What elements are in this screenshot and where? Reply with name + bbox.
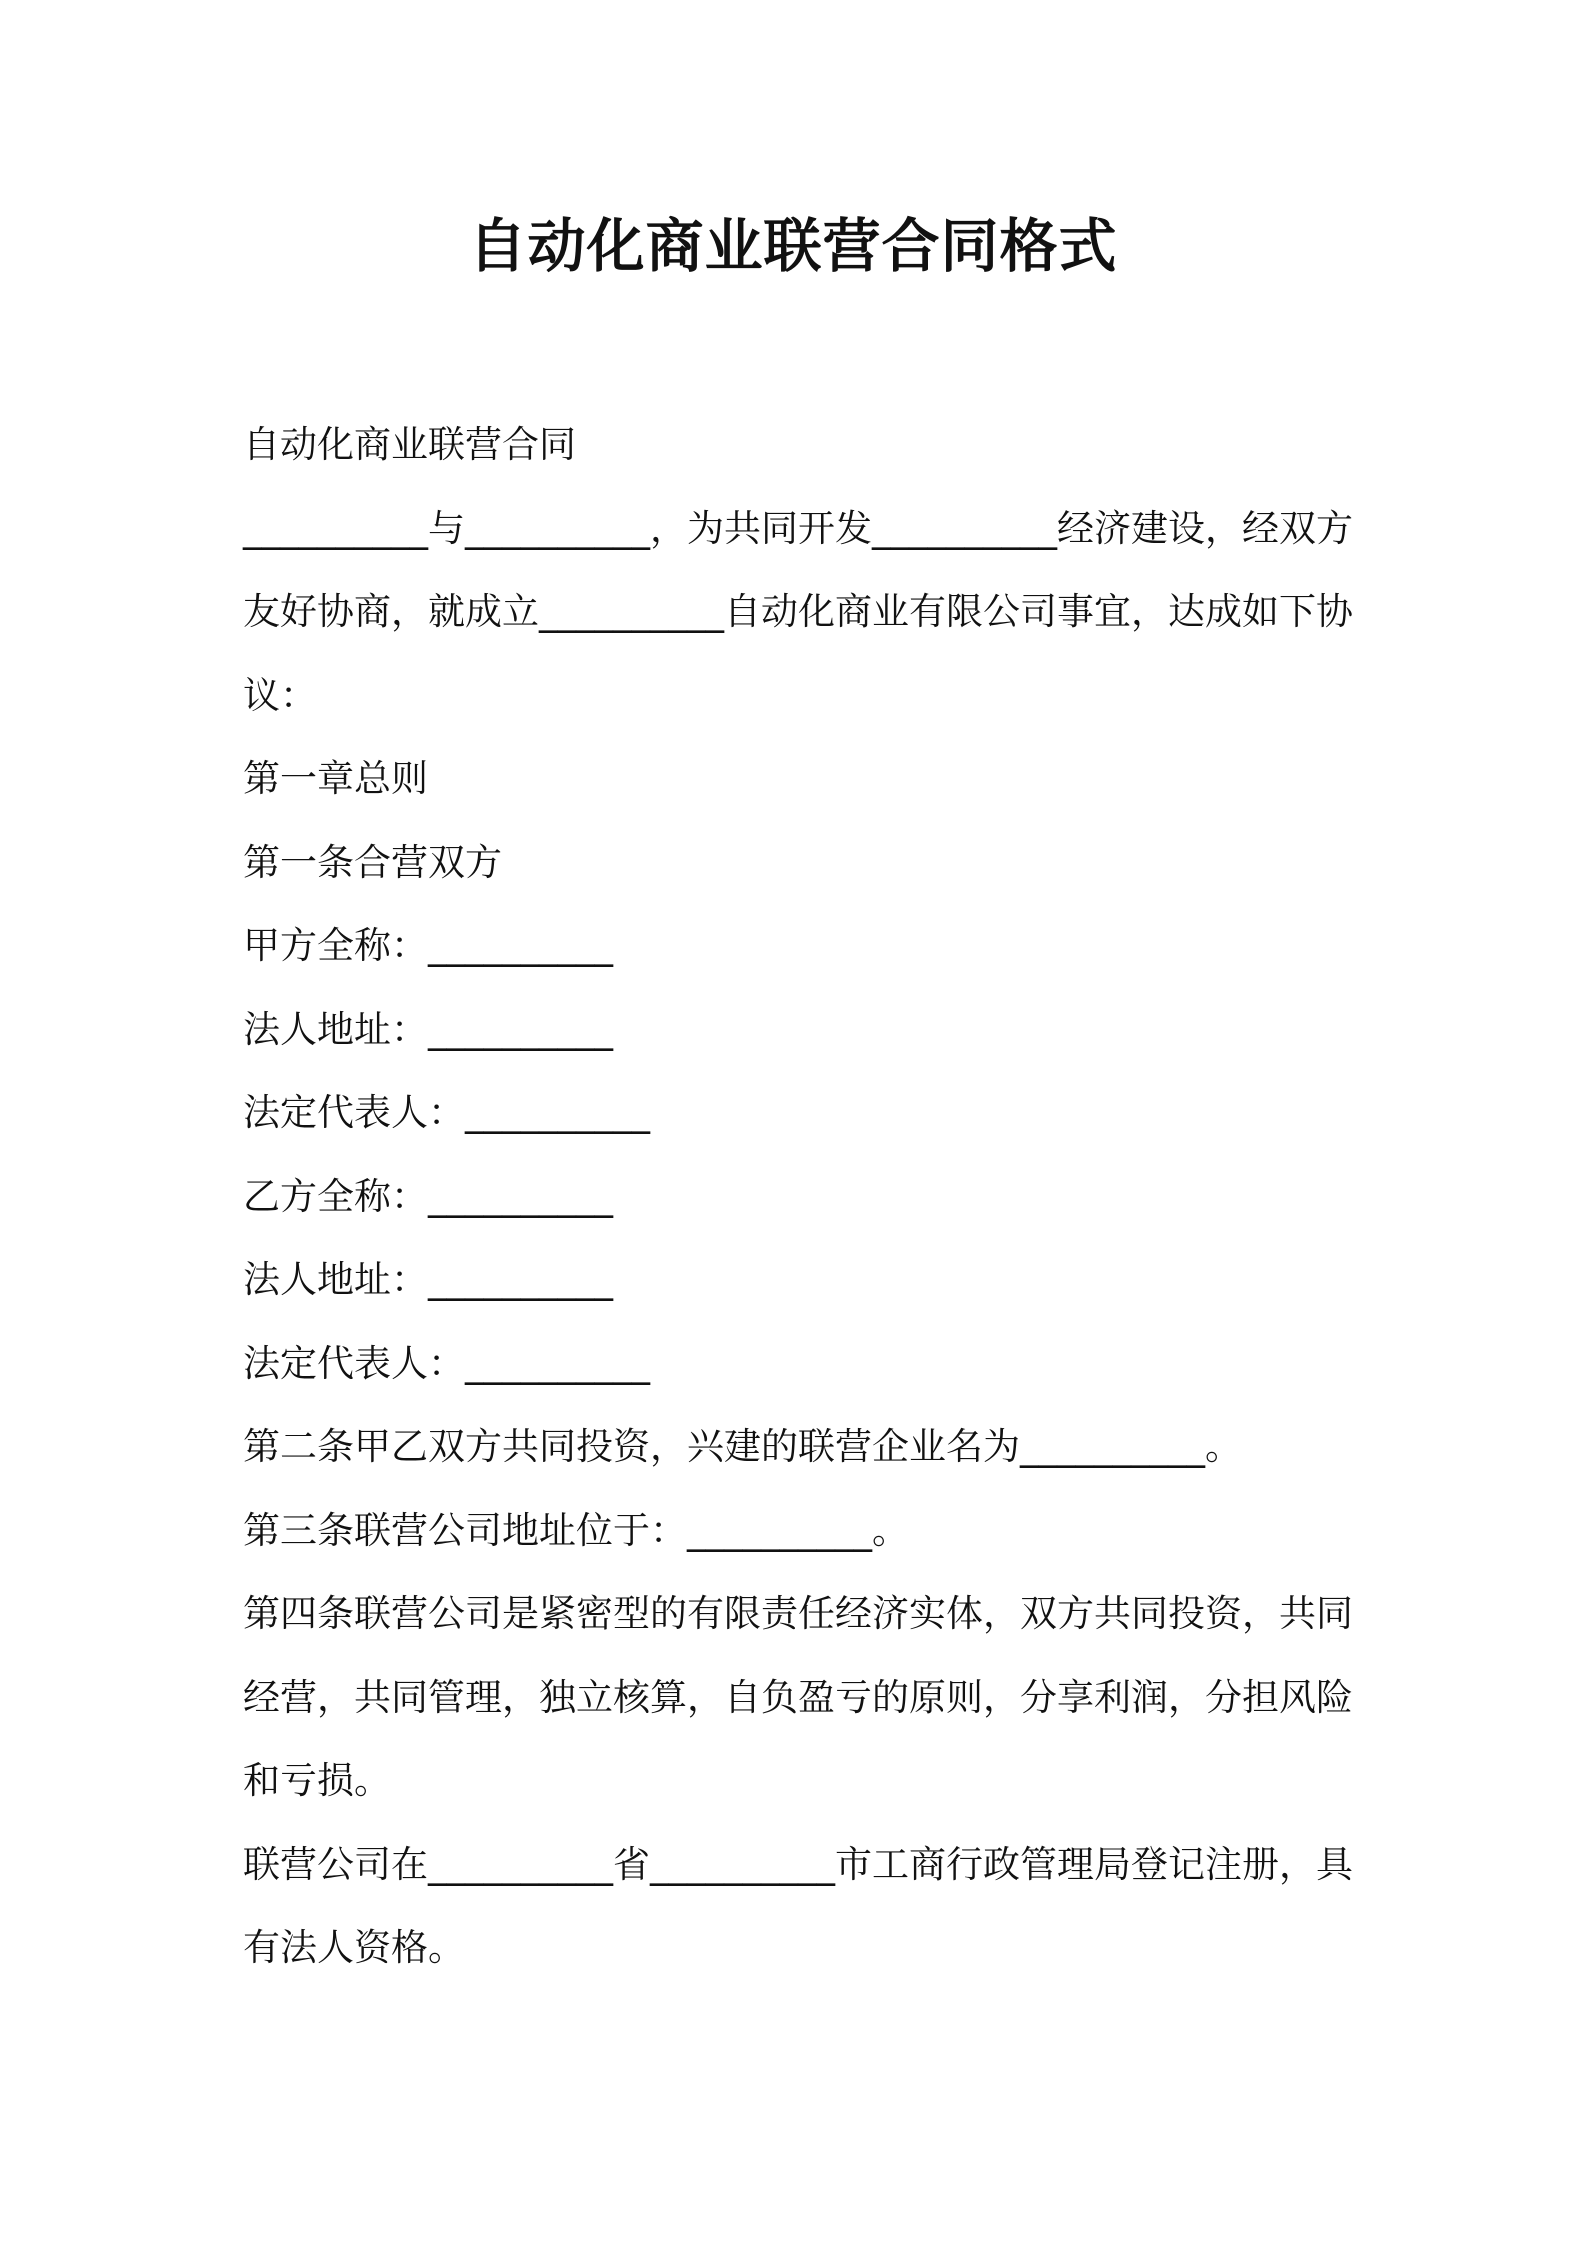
party-b-name-field: 乙方全称：__________: [243, 1174, 613, 1218]
preamble-paragraph: __________与__________，为共同开发__________经济建设，经双方友好协商，就成立__________自动化商业有限公司事宜，达成如下协议：: [243, 506, 1353, 717]
article-1-heading: 第一条合营双方: [243, 840, 502, 884]
registration-paragraph: 联营公司在__________省__________市工商行政管理局登记注册，具有法人资格。: [243, 1842, 1353, 1969]
contract-heading: 自动化商业联营合同: [243, 423, 576, 466]
document-body: [243, 403, 1353, 1990]
article-3: 第三条联营公司地址位于：__________。: [243, 1508, 909, 1552]
article-2: 第二条甲乙双方共同投资，兴建的联营企业名为__________。: [243, 1425, 1242, 1468]
party-a-representative-field: 法定代表人：__________: [243, 1091, 650, 1134]
article-4: 第四条联营公司是紧密型的有限责任经济实体，双方共同投资，共同经营，共同管理，独立核算，自负盈亏的原则，分享利润，分担风险和亏损。: [243, 1592, 1353, 1802]
chapter-heading: 第一章总则: [243, 757, 428, 800]
party-b-address-field: 法人地址：__________: [243, 1258, 613, 1301]
party-a-address-field: 法人地址：__________: [243, 1007, 613, 1051]
document-title: 自动化商业联营合同格式: [468, 212, 1118, 280]
party-b-representative-field: 法定代表人：__________: [243, 1341, 650, 1385]
party-a-name-field: 甲方全称：__________: [243, 924, 613, 967]
